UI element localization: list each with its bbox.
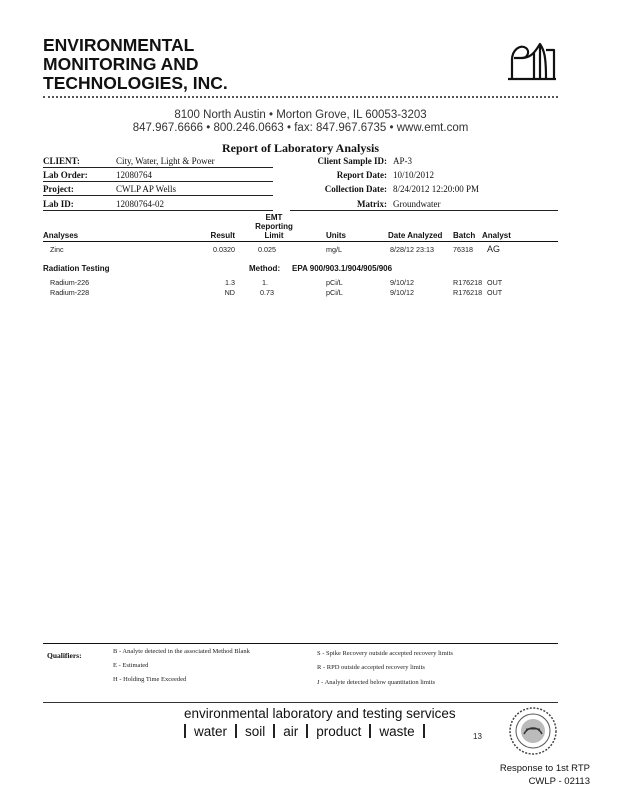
row-result: 0.0320	[213, 245, 235, 254]
qualifier-item: S - Spike Recovery outside accepted recovery limits	[317, 650, 453, 657]
qualifier-item: H - Holding Time Exceeded	[113, 676, 187, 683]
separator-bar	[273, 724, 275, 738]
col-header-units: Units	[326, 231, 346, 240]
row-batch: 76318	[453, 245, 473, 254]
row-date: 9/10/12	[390, 278, 414, 287]
row-units: pCi/L	[326, 278, 343, 287]
meta-line	[43, 210, 273, 211]
row-units: pCi/L	[326, 288, 343, 297]
meta-line	[43, 181, 273, 182]
client-value: City, Water, Light & Power	[116, 156, 215, 166]
service-waste: waste	[379, 723, 415, 739]
emt-logo-icon	[506, 38, 558, 82]
collection-date-value: 8/24/2012 12:20:00 PM	[393, 184, 480, 194]
row-limit: 0.73	[260, 288, 274, 297]
service-air: air	[283, 723, 299, 739]
response-line-2: CWLP - 02113	[528, 776, 590, 787]
qualifier-item: R - RPD outside accepted recovery limits	[317, 664, 425, 671]
footer-services	[184, 723, 433, 739]
response-reference	[470, 762, 590, 788]
limit-line-3: Limit	[264, 231, 284, 240]
report-date-value: 10/10/2012	[393, 170, 435, 180]
row-limit: 0.025	[258, 245, 276, 254]
qualifiers-divider	[43, 643, 558, 644]
row-date: 9/10/12	[390, 288, 414, 297]
client-sample-label: Client Sample ID:	[317, 156, 387, 166]
meta-line	[43, 195, 273, 196]
project-value: CWLP AP Wells	[116, 184, 176, 194]
meta-line	[43, 167, 273, 168]
service-product: product	[316, 723, 362, 739]
col-header-limit	[244, 213, 304, 240]
section-method-label: Method:	[249, 264, 281, 273]
limit-line-1: EMT	[265, 213, 283, 222]
row-analyte: Radium-228	[50, 288, 90, 297]
header-divider	[43, 96, 558, 98]
service-water: water	[194, 723, 228, 739]
row-analyst: AG	[487, 244, 501, 254]
client-label: CLIENT:	[43, 156, 80, 166]
section-title: Radiation Testing	[43, 264, 110, 273]
col-header-analyses: Analyses	[43, 231, 79, 240]
matrix-label: Matrix:	[357, 199, 387, 209]
row-result: ND	[224, 288, 235, 297]
row-limit: 1.	[262, 278, 268, 287]
lab-id-value: 12080764-02	[116, 199, 164, 209]
row-batch: R176218	[453, 288, 483, 297]
page-number: 13	[473, 732, 482, 741]
qualifier-item: J - Analyte detected below quantitation limits	[317, 679, 436, 686]
row-analyte: Radium-226	[50, 278, 90, 287]
separator-bar	[306, 724, 308, 738]
project-label: Project:	[43, 184, 74, 194]
separator-bar	[369, 724, 371, 738]
qualifier-item: E - Estimated	[113, 662, 149, 669]
row-analyst: OUT	[487, 278, 503, 287]
table-header-divider	[43, 241, 558, 242]
accreditation-seal-icon	[508, 706, 558, 756]
report-title: Report of Laboratory Analysis	[222, 141, 379, 155]
company-name-line-1: ENVIRONMENTAL	[43, 35, 195, 55]
meta-line	[290, 210, 558, 211]
separator-bar	[423, 724, 425, 738]
collection-date-label: Collection Date:	[324, 184, 387, 194]
row-date: 8/28/12 23:13	[390, 245, 434, 254]
row-units: mg/L	[326, 245, 342, 254]
col-header-batch: Batch	[453, 231, 476, 240]
row-batch: R176218	[453, 278, 483, 287]
response-line-1: Response to 1st RTP	[499, 763, 590, 774]
company-address: 8100 North Austin • Morton Grove, IL 60053-3203	[174, 109, 427, 121]
company-name-line-3: TECHNOLOGIES, INC.	[43, 73, 228, 93]
col-header-date-analyzed: Date Analyzed	[388, 231, 443, 240]
separator-bar	[235, 724, 237, 738]
row-analyst: OUT	[487, 288, 503, 297]
footer-divider	[43, 702, 558, 703]
section-method-value: EPA 900/903.1/904/905/906	[292, 264, 393, 273]
qualifier-item: B - Analyte detected in the associated Method Blank	[113, 648, 250, 655]
company-name	[43, 36, 303, 93]
separator-bar	[184, 724, 186, 738]
col-header-result: Result	[210, 231, 235, 240]
lab-id-label: Lab ID:	[43, 199, 74, 209]
company-name-line-2: MONITORING AND	[43, 54, 199, 74]
client-sample-value: AP-3	[393, 156, 413, 166]
row-analyte: Zinc	[50, 245, 64, 254]
qualifiers-label: Qualifiers:	[47, 651, 82, 660]
row-result: 1.3	[225, 278, 235, 287]
company-contact: 847.967.6666 • 800.246.0663 • fax: 847.967.6735 • www.emt.com	[132, 122, 469, 134]
report-date-label: Report Date:	[336, 170, 387, 180]
matrix-value: Groundwater	[393, 199, 441, 209]
service-soil: soil	[245, 723, 266, 739]
lab-order-value: 12080764	[116, 170, 152, 180]
limit-line-2: Reporting	[255, 222, 293, 231]
lab-order-label: Lab Order:	[43, 170, 88, 180]
footer-tagline: environmental laboratory and testing services	[184, 706, 456, 721]
col-header-analyst: Analyst	[482, 231, 511, 240]
